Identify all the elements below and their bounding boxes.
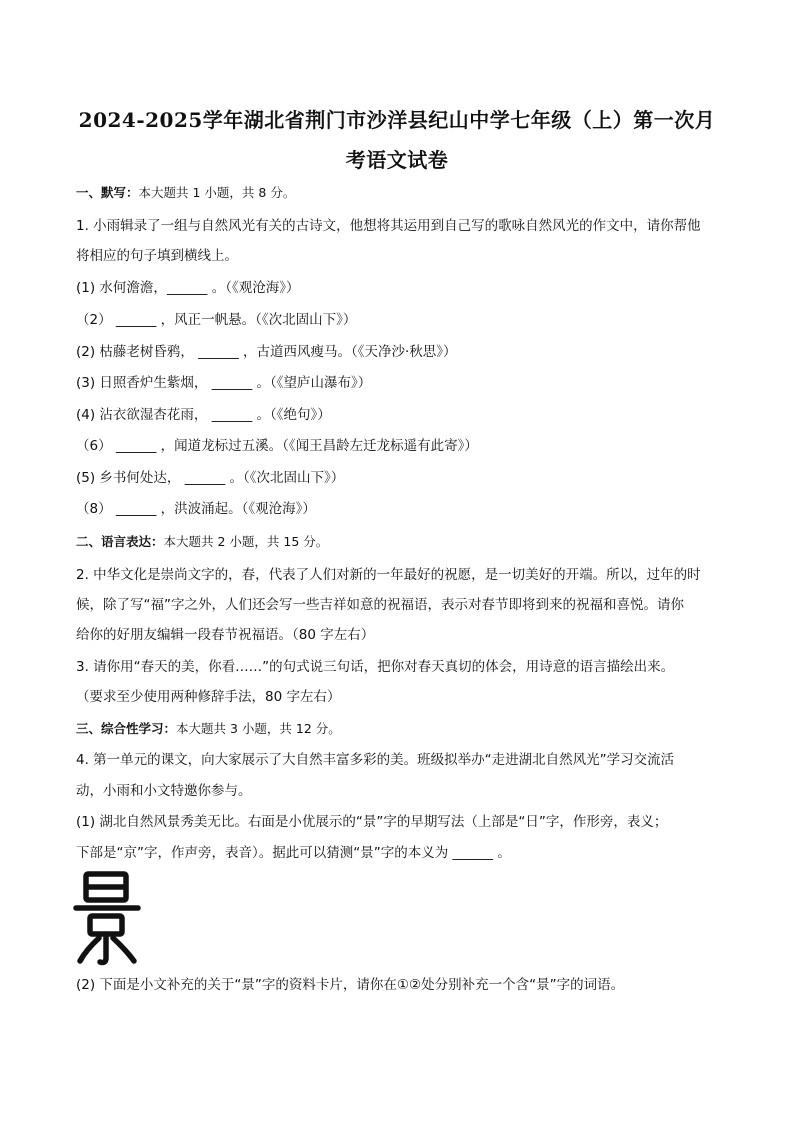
question-1-item-3: (2) 枯藤老树昏鸦， ______ ，古道西风瘦马。（《天净沙·秋思》） bbox=[76, 344, 457, 360]
question-1-item-8: （8） ______ ，洪波涌起。（《观沧海》） bbox=[76, 501, 316, 517]
question-2-line-1: 2. 中华文化是崇尚文字的，春，代表了人们对新的一年最好的祝愿，是一切美好的开端。所以，过年的时 bbox=[76, 567, 701, 583]
question-1-item-5: (4) 沾衣欲湿杏花雨， ______ 。（《绝句》） bbox=[76, 407, 331, 423]
question-4-stem-line-2: 动，小雨和小文特邀你参与。 bbox=[76, 783, 252, 799]
section-1-heading: 一、默写：本大题共 1 小题，共 8 分。 bbox=[76, 185, 296, 200]
question-2-line-2: 候，除了写“福”字之外，人们还会写一些吉祥如意的祝福语，表示对春节即将到来的祝福和喜悦。请你 bbox=[76, 597, 684, 613]
question-2-line-3: 给你的好朋友编辑一段春节祝福语。（80 字左右） bbox=[76, 627, 375, 643]
exam-title-line-2: 考语文试卷 bbox=[345, 148, 449, 172]
question-1-item-7: (5) 乡书何处达， ______ 。（《次北固山下》） bbox=[76, 470, 345, 486]
section-3-heading: 三、综合性学习：本大题共 3 小题，共 12 分。 bbox=[76, 721, 341, 736]
section-2-heading: 二、语言表达：本大题共 2 小题，共 15 分。 bbox=[76, 534, 329, 549]
question-4-sub-1-line-1: (1) 湖北自然风景秀美无比。右面是小优展示的“景”字的早期写法（上部是“日”字，作形旁，表义； bbox=[76, 814, 668, 830]
question-1-item-6: （6） ______ ，闻道龙标过五溪。（《闻王昌龄左迁龙标遥有此寄》） bbox=[76, 438, 478, 454]
question-1-stem-line-1: 1. 小雨辑录了一组与自然风光有关的古诗文，他想将其运用到自己写的歌咏自然风光的作文中，请你帮他 bbox=[76, 218, 701, 234]
question-4-sub-2: (2) 下面是小文补充的关于“景”字的资料卡片，请你在①②处分别补充一个含“景”字的词语。 bbox=[76, 977, 625, 993]
question-3-line-2: （要求至少使用两种修辞手法，80 字左右） bbox=[76, 689, 341, 705]
ancient-jing-character-image bbox=[72, 868, 142, 968]
question-4-stem-line-1: 4. 第一单元的课文，向大家展示了大自然丰富多彩的美。班级拟举办“走进湖北自然风光”学习交流活 bbox=[76, 752, 675, 768]
question-1-item-1: (1) 水何澹澹，______ 。（《观沧海》） bbox=[76, 280, 300, 296]
question-4-sub-1-line-2: 下部是“京”字，作声旁，表音）。据此可以猜测“景”字的本义为 ______ 。 bbox=[76, 845, 511, 861]
question-1-item-4: (3) 日照香炉生紫烟， ______ 。（《望庐山瀑布》） bbox=[76, 375, 372, 391]
question-1-stem-line-2: 将相应的句子填到横线上。 bbox=[76, 248, 238, 264]
question-1-item-2: （2） ______ ，风正一帆悬。（《次北固山下》） bbox=[76, 312, 357, 328]
question-3-line-1: 3. 请你用“春天的美，你看……”的句式说三句话，把你对春天真切的体会，用诗意的语言描绘出来。 bbox=[76, 659, 675, 675]
exam-title-line-1: 2024-2025学年湖北省荆门市沙洋县纪山中学七年级（上）第一次月 bbox=[78, 108, 716, 132]
